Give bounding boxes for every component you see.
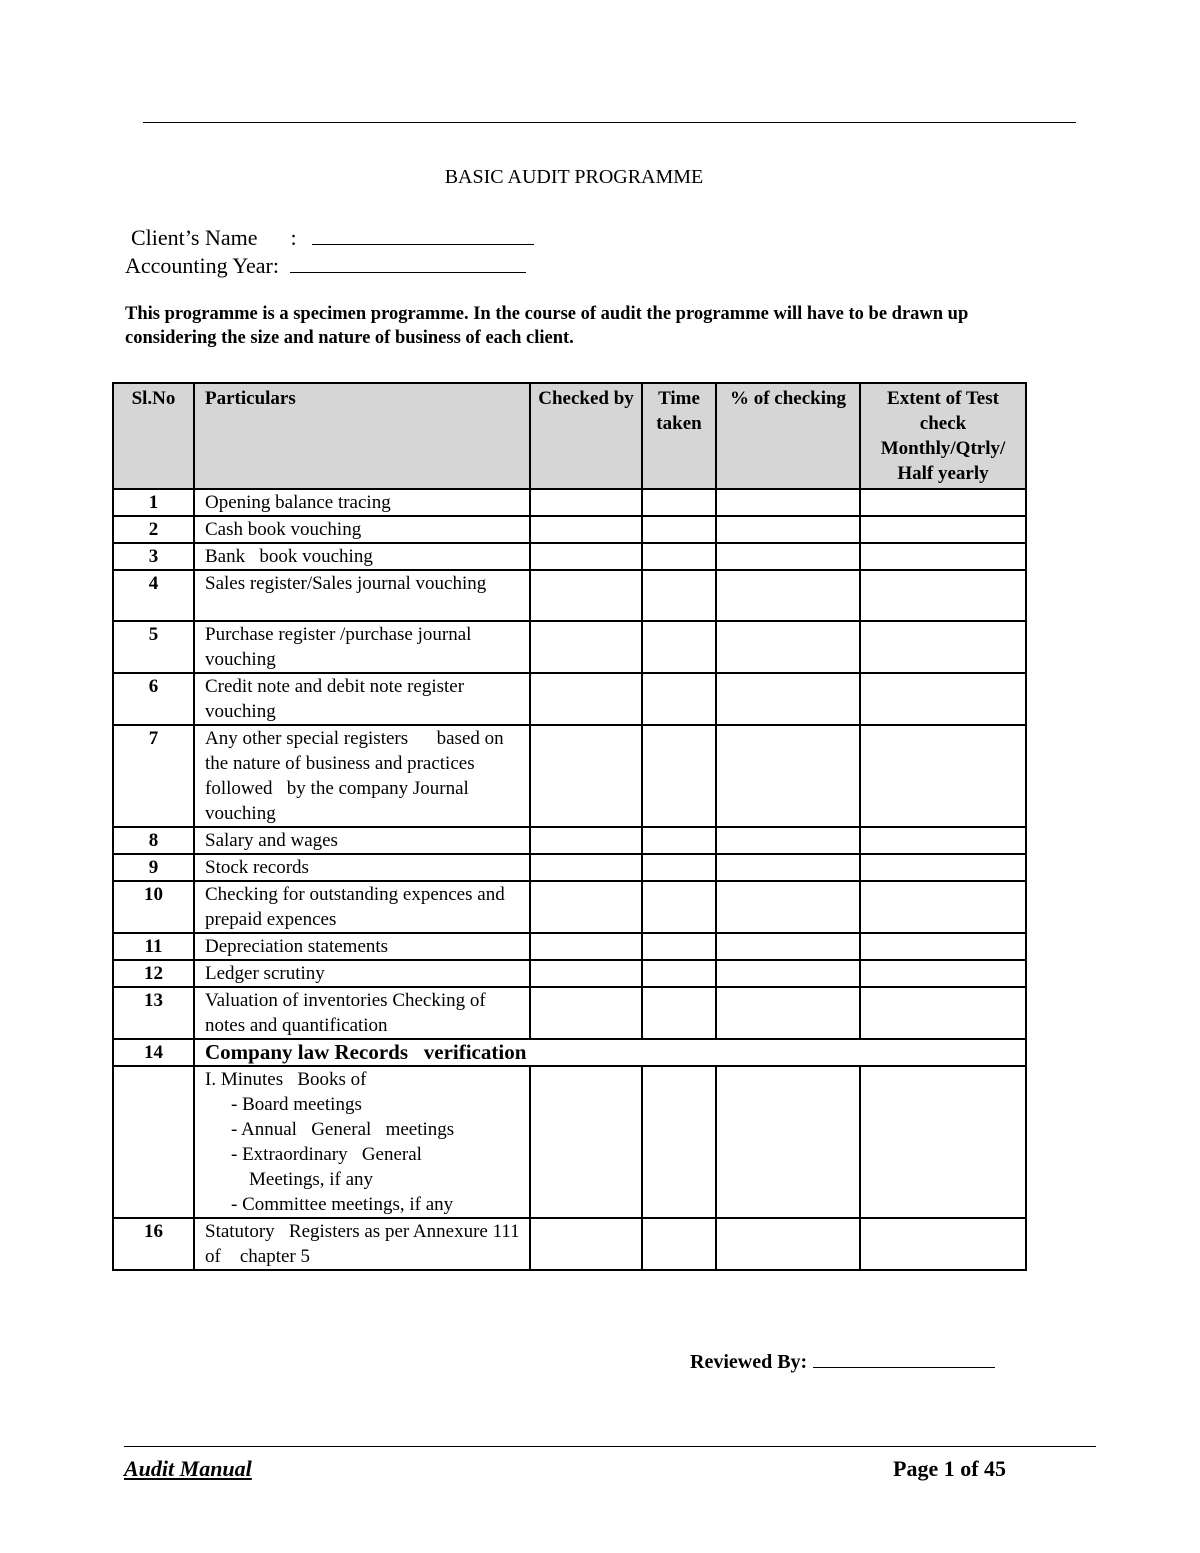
table-row <box>113 881 1026 933</box>
row-percent-checking-cell[interactable] <box>716 516 860 543</box>
row-checked-by-cell[interactable] <box>530 854 642 881</box>
accounting-year-label: Accounting Year: <box>125 253 279 278</box>
row-percent-checking-cell[interactable] <box>716 1066 860 1218</box>
row-number: 10 <box>113 881 194 933</box>
row-extent-cell[interactable] <box>860 881 1026 933</box>
intro-paragraph: This programme is a specimen programme. In the course of audit the programme will have to be drawn up considering the size and nature of business of each client. <box>125 304 969 348</box>
row-checked-by-cell[interactable] <box>530 933 642 960</box>
header-time-taken: Time taken <box>642 383 716 489</box>
row-percent-checking-cell[interactable] <box>716 987 860 1039</box>
row-extent-cell[interactable] <box>860 827 1026 854</box>
row-particulars: Stock records <box>194 854 530 881</box>
row-particulars: Sales register/Sales journal vouching <box>194 570 530 621</box>
table-row <box>113 1066 1026 1218</box>
audit-programme-table <box>112 382 1027 1271</box>
row-time-taken-cell[interactable] <box>642 621 716 673</box>
section-heading: Company law Records verification <box>194 1039 1026 1066</box>
footer-title: Audit Manual <box>124 1456 252 1481</box>
row-particulars: Valuation of inventories Checking of notes and quantification <box>194 987 530 1039</box>
minutes-list-item: - Committee meetings, if any <box>231 1194 454 1215</box>
row-percent-checking-cell[interactable] <box>716 543 860 570</box>
row-number: 11 <box>113 933 194 960</box>
row-percent-checking-cell[interactable] <box>716 673 860 725</box>
row-checked-by-cell[interactable] <box>530 543 642 570</box>
minutes-list-item: - Extraordinary General <box>231 1144 422 1165</box>
row-extent-cell[interactable] <box>860 489 1026 516</box>
accounting-year-field <box>125 252 526 279</box>
row-particulars: Any other special registers based on the nature of business and practices followed by the company Journal vouching <box>194 725 530 827</box>
row-number: 7 <box>113 725 194 827</box>
row-number: 9 <box>113 854 194 881</box>
row-particulars: Bank book vouching <box>194 543 530 570</box>
table-row <box>113 516 1026 543</box>
row-checked-by-cell[interactable] <box>530 570 642 621</box>
row-percent-checking-cell[interactable] <box>716 933 860 960</box>
row-checked-by-cell[interactable] <box>530 1218 642 1270</box>
row-particulars: Depreciation statements <box>194 933 530 960</box>
header-checked-by: Checked by <box>530 383 642 489</box>
row-time-taken-cell[interactable] <box>642 960 716 987</box>
row-number: 13 <box>113 987 194 1039</box>
row-number: 12 <box>113 960 194 987</box>
client-name-label: Client’s Name <box>131 225 258 250</box>
row-percent-checking-cell[interactable] <box>716 960 860 987</box>
row-particulars: Purchase register /purchase journal vouching <box>194 621 530 673</box>
row-checked-by-cell[interactable] <box>530 960 642 987</box>
row-particulars: Ledger scrutiny <box>194 960 530 987</box>
row-percent-checking-cell[interactable] <box>716 1218 860 1270</box>
row-extent-cell[interactable] <box>860 933 1026 960</box>
row-percent-checking-cell[interactable] <box>716 854 860 881</box>
table-row <box>113 621 1026 673</box>
row-time-taken-cell[interactable] <box>642 725 716 827</box>
header-slno: Sl.No <box>113 383 194 489</box>
row-checked-by-cell[interactable] <box>530 673 642 725</box>
reviewed-by-blank[interactable] <box>813 1349 995 1368</box>
row-number-empty <box>113 1066 194 1218</box>
row-number: 2 <box>113 516 194 543</box>
row-checked-by-cell[interactable] <box>530 1066 642 1218</box>
table-header-row <box>113 383 1026 489</box>
row-extent-cell[interactable] <box>860 621 1026 673</box>
row-checked-by-cell[interactable] <box>530 827 642 854</box>
row-percent-checking-cell[interactable] <box>716 881 860 933</box>
row-time-taken-cell[interactable] <box>642 673 716 725</box>
row-number: 4 <box>113 570 194 621</box>
minutes-list-item: Meetings, if any <box>249 1169 374 1190</box>
row-number: 6 <box>113 673 194 725</box>
table-row <box>113 827 1026 854</box>
row-extent-cell[interactable] <box>860 725 1026 827</box>
footer-rule <box>124 1446 1096 1447</box>
row-particulars: Opening balance tracing <box>194 489 530 516</box>
row-extent-cell[interactable] <box>860 1218 1026 1270</box>
header-extent: Extent of Test check Monthly/Qtrly/ Half yearly <box>860 383 1026 489</box>
table-row <box>113 570 1026 621</box>
row-checked-by-cell[interactable] <box>530 489 642 516</box>
row-number: 3 <box>113 543 194 570</box>
minutes-list-item: - Annual General meetings <box>231 1119 455 1140</box>
row-extent-cell[interactable] <box>860 1066 1026 1218</box>
row-time-taken-cell[interactable] <box>642 854 716 881</box>
header-particulars: Particulars <box>194 383 530 489</box>
row-extent-cell[interactable] <box>860 854 1026 881</box>
row-extent-cell[interactable] <box>860 543 1026 570</box>
client-name-field <box>131 224 534 251</box>
table-row <box>113 725 1026 827</box>
row-checked-by-cell[interactable] <box>530 516 642 543</box>
row-extent-cell[interactable] <box>860 673 1026 725</box>
row-number: 16 <box>113 1218 194 1270</box>
row-time-taken-cell[interactable] <box>642 570 716 621</box>
row-extent-cell[interactable] <box>860 960 1026 987</box>
row-particulars: Credit note and debit note register vouching <box>194 673 530 725</box>
table-row <box>113 489 1026 516</box>
table-row <box>113 987 1026 1039</box>
row-time-taken-cell[interactable] <box>642 1218 716 1270</box>
table-row <box>113 673 1026 725</box>
reviewed-by-label: Reviewed By: <box>690 1351 808 1373</box>
table-row-section-heading <box>113 1039 1026 1066</box>
top-rule <box>143 122 1076 123</box>
row-time-taken-cell[interactable] <box>642 543 716 570</box>
row-checked-by-cell[interactable] <box>530 621 642 673</box>
row-particulars: Cash book vouching <box>194 516 530 543</box>
page-number: Page 1 of 45 <box>893 1456 1007 1481</box>
row-number: 14 <box>113 1039 194 1066</box>
header-percent-checking: % of checking <box>716 383 860 489</box>
row-checked-by-cell[interactable] <box>530 881 642 933</box>
row-percent-checking-cell[interactable] <box>716 489 860 516</box>
row-number: 5 <box>113 621 194 673</box>
minutes-list-item: - Board meetings <box>231 1094 362 1115</box>
row-checked-by-cell[interactable] <box>530 987 642 1039</box>
row-time-taken-cell[interactable] <box>642 489 716 516</box>
row-number: 8 <box>113 827 194 854</box>
table-row <box>113 854 1026 881</box>
minutes-list-item: I. Minutes Books of <box>205 1069 367 1090</box>
table-row <box>113 543 1026 570</box>
reviewed-by-field <box>690 1349 995 1374</box>
table-row <box>113 1218 1026 1270</box>
row-time-taken-cell[interactable] <box>642 987 716 1039</box>
row-time-taken-cell[interactable] <box>642 827 716 854</box>
row-time-taken-cell[interactable] <box>642 881 716 933</box>
row-number: 1 <box>113 489 194 516</box>
row-extent-cell[interactable] <box>860 516 1026 543</box>
document-title: BASIC AUDIT PROGRAMME <box>444 166 704 188</box>
row-percent-checking-cell[interactable] <box>716 621 860 673</box>
row-percent-checking-cell[interactable] <box>716 570 860 621</box>
row-extent-cell[interactable] <box>860 987 1026 1039</box>
row-particulars: Statutory Registers as per Annexure 111 of chapter 5 <box>194 1218 530 1270</box>
table-row <box>113 960 1026 987</box>
accounting-year-blank[interactable] <box>290 252 526 273</box>
row-particulars-minutes <box>194 1066 530 1218</box>
row-extent-cell[interactable] <box>860 570 1026 621</box>
row-percent-checking-cell[interactable] <box>716 827 860 854</box>
row-particulars: Salary and wages <box>194 827 530 854</box>
table-row <box>113 933 1026 960</box>
row-time-taken-cell[interactable] <box>642 516 716 543</box>
row-checked-by-cell[interactable] <box>530 725 642 827</box>
client-name-blank[interactable] <box>312 224 534 245</box>
row-percent-checking-cell[interactable] <box>716 725 860 827</box>
client-name-separator: : <box>290 225 297 250</box>
row-particulars: Checking for outstanding expences and prepaid expences <box>194 881 530 933</box>
row-time-taken-cell[interactable] <box>642 1066 716 1218</box>
row-time-taken-cell[interactable] <box>642 933 716 960</box>
